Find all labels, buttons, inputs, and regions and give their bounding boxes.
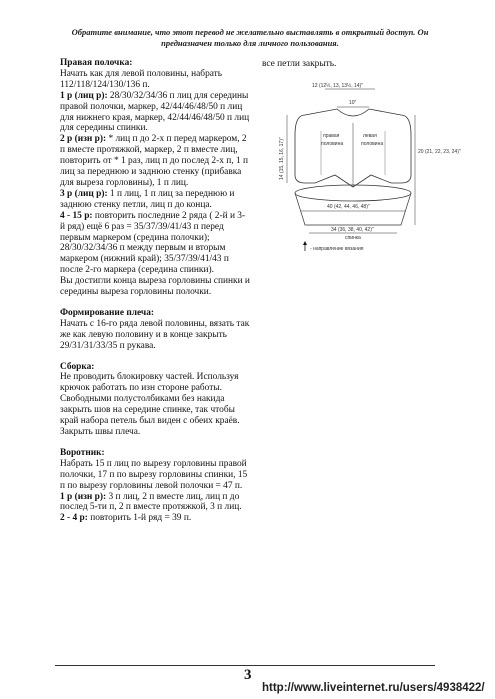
right-height-text: 20 (21, 22, 23, 24)" (418, 149, 461, 155)
row-label: 2 - 4 р: (60, 513, 88, 524)
footer-divider (55, 665, 435, 666)
label-left-half-2: половина (361, 141, 384, 147)
paragraph: Начать с 16-го ряда левой половины, вязать так же как левую половину и в конце закрыть 29/31/31/33/35 п рукава. (60, 318, 250, 351)
paragraph: Начать как для левой половины, набрать 112/118/124/130/136 п. (60, 68, 223, 90)
paragraph: Вы достигли конца выреза горловины спинки и середины выреза горловины полочки. (60, 276, 250, 298)
legend-arrowhead-icon (303, 241, 307, 245)
section-heading: Правая полочка: (60, 58, 133, 68)
page-number: 3 (244, 667, 252, 683)
row-label: 1 р (изн р): (60, 491, 107, 502)
paragraph: Не проводить блокировку частей. Используя крючок работать по изн стороне работы. Свободными полустолбиками без накида закрыть шов на середине спинке, так чтобы край набора петель был виден с обеих краёв. Закрыть швы плеча. (60, 372, 240, 437)
back-label: спинка (345, 235, 361, 241)
paragraph-gap (60, 438, 250, 448)
label-right-half-2: половина (321, 141, 344, 147)
paragraph-gap (60, 352, 250, 362)
paragraph: Набрать 15 п лиц по вырезу горловины правой полочки, 17 п по вырезу горловины спинки, 15 п по вырезу горловины левой полочки = 47 п. (60, 458, 248, 491)
row-instruction (60, 134, 250, 189)
bottom-measure-text: 34 (36, 38, 40, 42)" (331, 227, 374, 233)
notice-line-2: предназначен только для личного пользования. (161, 38, 339, 48)
width-measure-text: 40 (42, 44, 46, 48)" (327, 204, 370, 210)
section-heading: Формирование плеча: (60, 307, 155, 318)
row-label: 1 р (лиц р): (60, 90, 108, 101)
row-instruction (60, 189, 250, 211)
schematic-diagram (265, 75, 461, 270)
row-instruction (60, 513, 250, 524)
row-label: 4 - 15 р: (60, 210, 93, 221)
legend-text: - направление вязания (310, 246, 364, 252)
neck-measure-text: 10" (349, 100, 357, 106)
row-text: 3 п лиц, 2 п вместе лиц, лиц п до послед 5-ти п, 2 п вместе протяжкой, 3 п лиц. (60, 491, 242, 513)
label-left-half: левая (363, 133, 377, 139)
top-measure-text: 12 (12½, 13, 13½, 14)" (312, 83, 363, 89)
paragraph-gap (60, 298, 250, 308)
row-text: * лиц п до 2-х п перед маркером, 2 п вместе протяжкой, маркер, 2 п вместе лиц, повторить от * 1 раз, лиц п до послед 2-х п, 1 п лиц за переднюю и заднюю стенку (прибавка для выреза горловины), 1 п лиц. (60, 134, 249, 188)
label-right-half: правая (323, 133, 340, 139)
row-label: 3 р (лиц р): (60, 188, 108, 199)
row-instruction (60, 91, 250, 135)
section-heading: Воротник: (60, 447, 105, 458)
row-text: 1 п лиц, 1 п лиц за переднюю и заднюю стенку петли, лиц п до конца. (60, 188, 235, 210)
instructions-column (60, 58, 250, 524)
left-height-text: 14 (15, 15, 16, 17)" (279, 137, 285, 180)
row-label: 2 р (изн р): (60, 134, 107, 145)
row-text: 28/30/32/34/36 п лиц для середины правой полочки, маркер, 42/44/46/48/50 п лиц для нижнего края, маркер, 42/44/46/48/50 п лиц для середины спинки. (60, 90, 250, 134)
row-text: повторить последние 2 ряда ( 2-й и 3-й ряд) ещё 6 раз = 35/37/39/41/43 п перед первым маркером (средина полочки); 28/30/32/34/36 п между первым и вторым маркером (нижний край); 35/37/39/41/43 п после 2-го маркера (середина спинки). (60, 210, 246, 276)
copyright-notice (40, 27, 460, 49)
row-text: повторить 1-й ряд = 39 п. (87, 513, 192, 524)
section-heading: Сборка: (60, 361, 95, 372)
row-instruction (60, 211, 250, 276)
continuation-text: все петли закрыть. (262, 59, 337, 69)
footer-url: http://www.liveinternet.ru/users/4938422/ (262, 682, 485, 694)
schematic-svg (265, 75, 461, 270)
notice-line-1: Обратите внимание, что этот перевод не желательно выставлять в открытый доступ. Он (71, 27, 429, 37)
row-instruction (60, 492, 250, 514)
